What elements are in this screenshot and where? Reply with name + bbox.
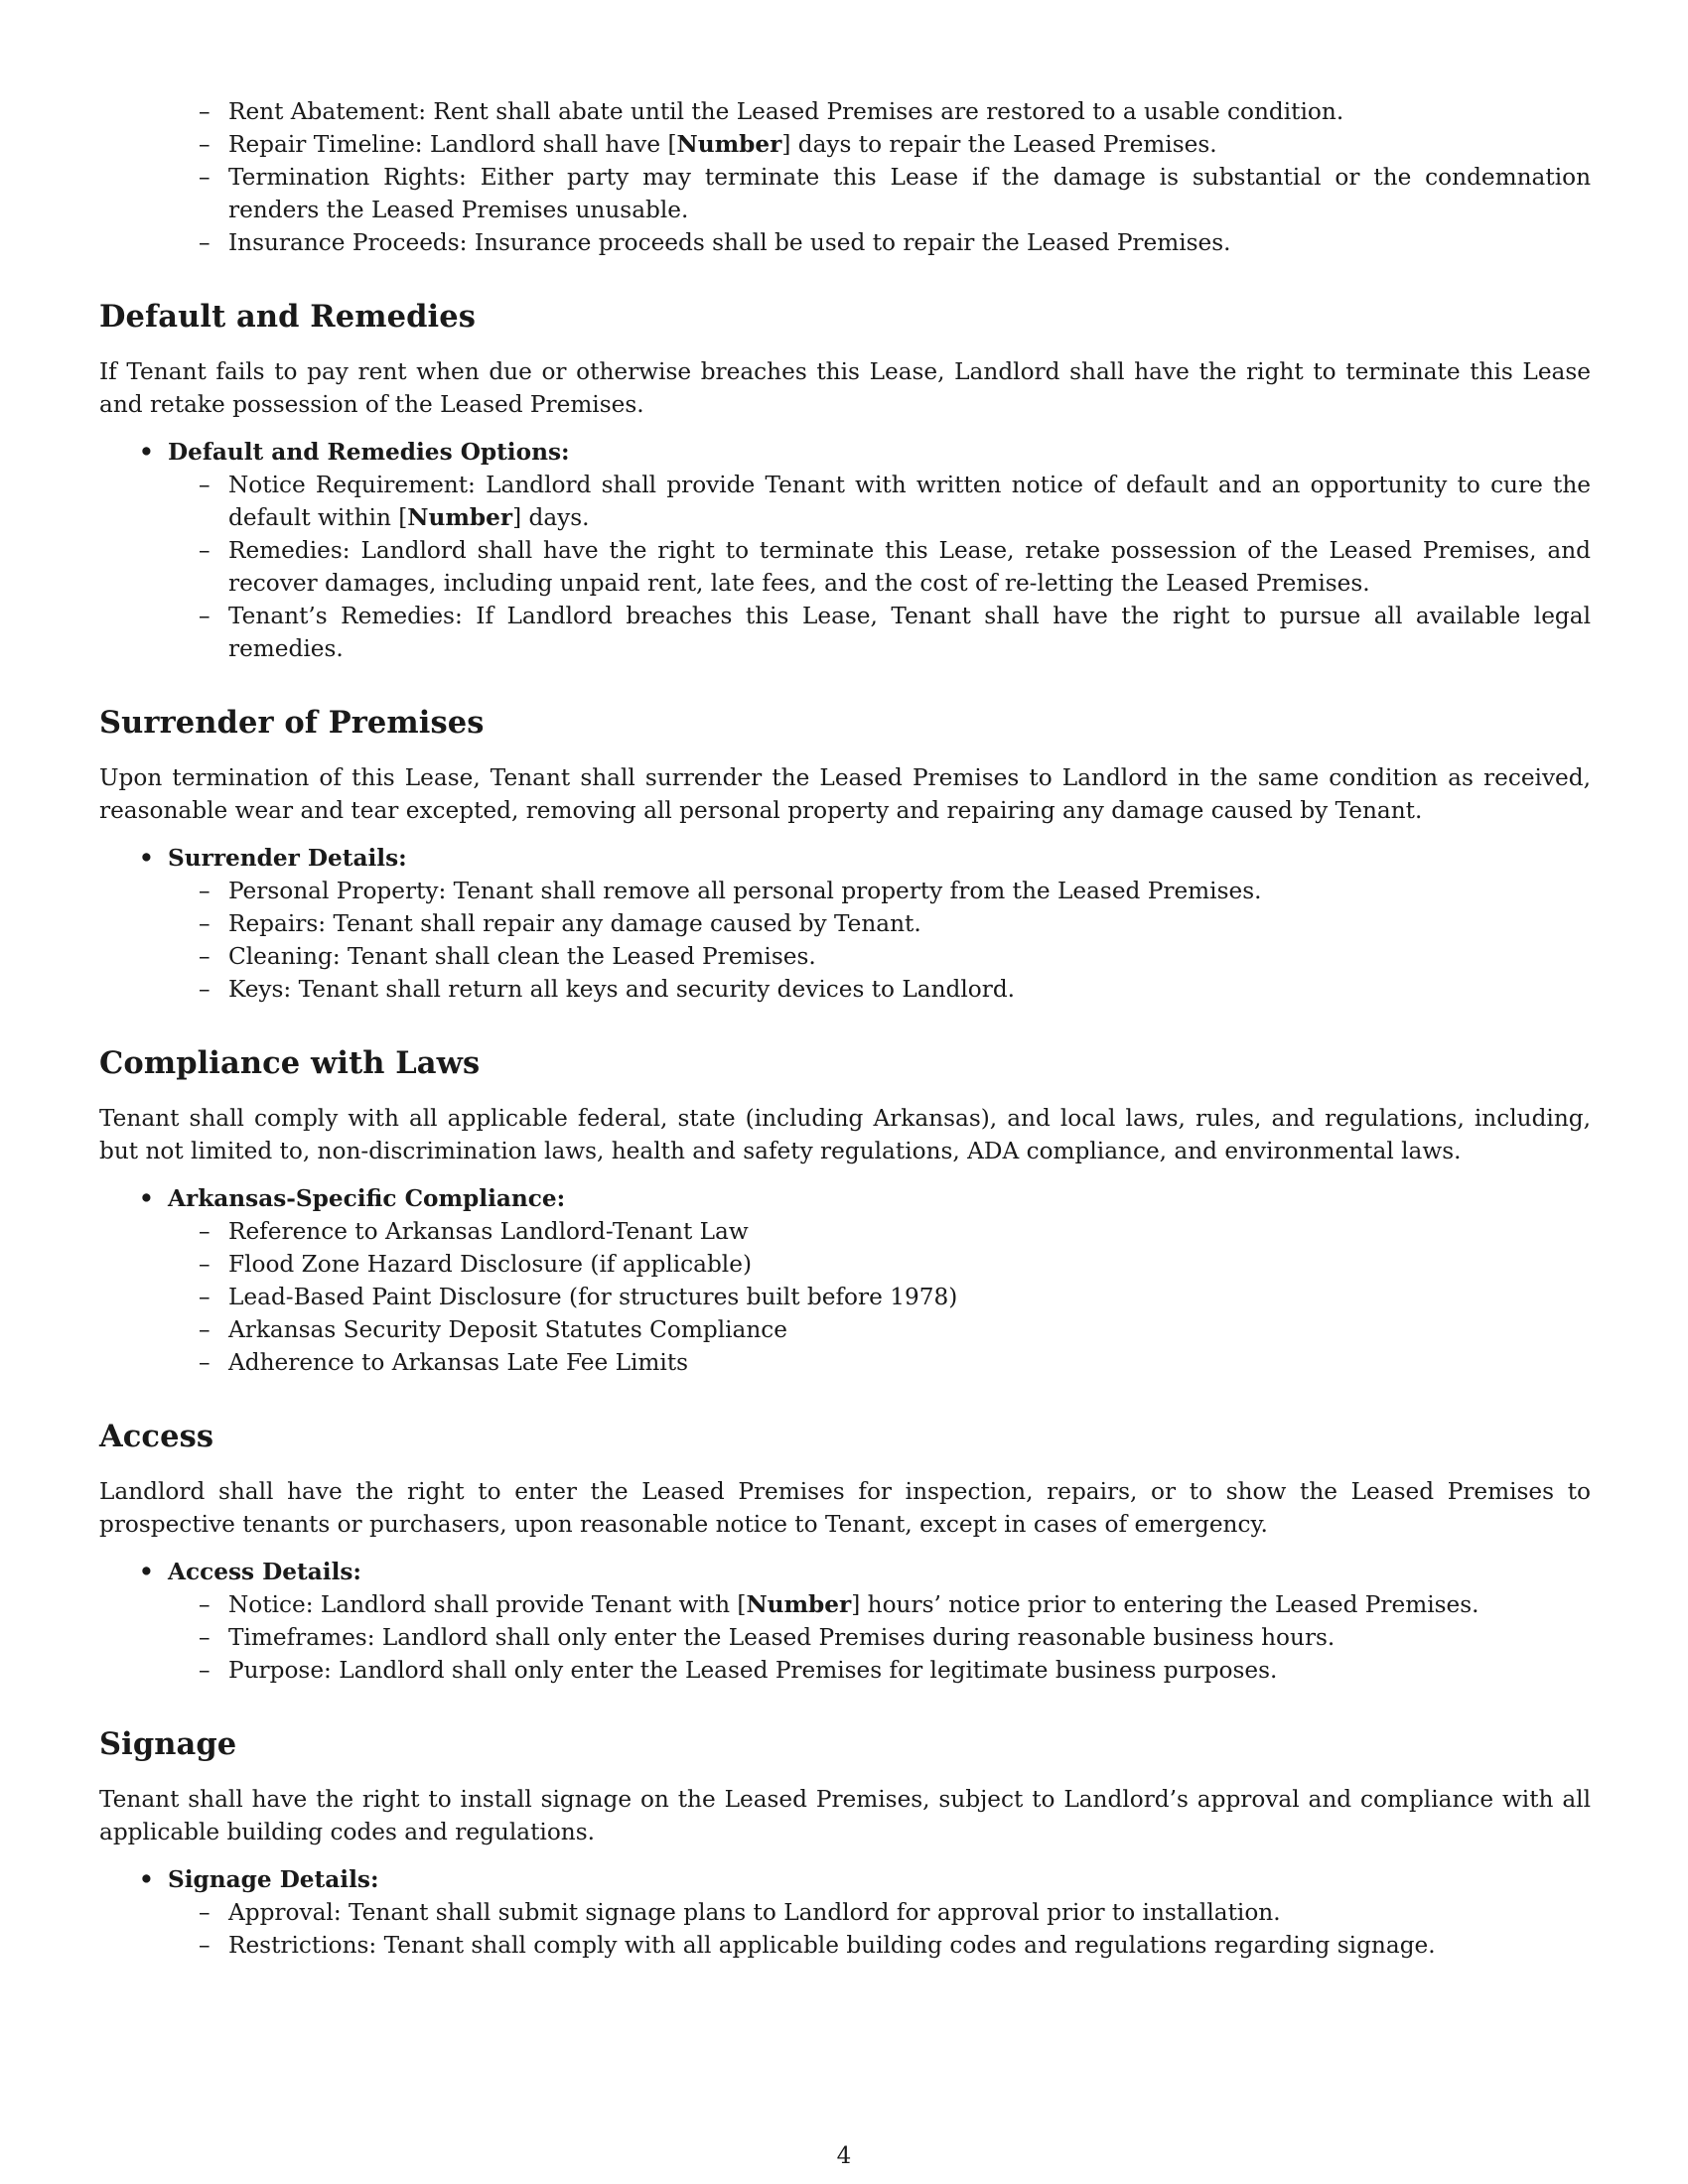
section-title-access: Access bbox=[99, 1419, 214, 1454]
bullet-heading: • Default and Remedies Options: bbox=[139, 439, 570, 466]
sub-list bbox=[99, 1896, 1591, 1962]
list-item: – Timeframes: Landlord shall only enter the Leased Premises during reasonable business hours. bbox=[199, 1624, 1336, 1651]
list-item: – Notice Requirement: Landlord shall provide Tenant with written notice of default and an opportunity to cure the default within [Number] days. bbox=[199, 472, 1591, 531]
list-item: – Remedies: Landlord shall have the right to terminate this Lease, retake possession of the Leased Premises, and recover damages, including unpaid rent, late fees, and the cost of re-letting the Leased Premises. bbox=[199, 537, 1591, 597]
list-item: – Cleaning: Tenant shall clean the Leased Premises. bbox=[199, 943, 816, 970]
list-item: – Arkansas Security Deposit Statutes Compliance bbox=[199, 1316, 787, 1343]
section-title-default: Default and Remedies bbox=[99, 299, 477, 335]
bullet-block bbox=[99, 842, 1591, 1006]
section-paragraph: If Tenant fails to pay rent when due or otherwise breaches this Lease, Landlord shall have the right to terminate this Lease and retake possession of the Leased Premises. bbox=[99, 358, 1591, 418]
page-number: 4 bbox=[836, 2143, 852, 2169]
list-item: – Restrictions: Tenant shall comply with all applicable building codes and regulations regarding signage. bbox=[199, 1932, 1436, 1959]
list-item: – Lead-Based Paint Disclosure (for structures built before 1978) bbox=[199, 1284, 958, 1310]
bullet-block bbox=[99, 436, 1591, 665]
section-title-surrender: Surrender of Premises bbox=[99, 705, 485, 741]
list-item: – Repairs: Tenant shall repair any damage caused by Tenant. bbox=[199, 910, 921, 937]
section-paragraph: Landlord shall have the right to enter the Leased Premises for inspection, repairs, or to show the Leased Premises to prospective tenants or purchasers, upon reasonable notice to Tenant, except in cases of emergency. bbox=[99, 1478, 1591, 1538]
list-item: – Approval: Tenant shall submit signage plans to Landlord for approval prior to installation. bbox=[199, 1899, 1281, 1926]
bullet-block bbox=[99, 1863, 1591, 1962]
section-paragraph: Tenant shall have the right to install signage on the Leased Premises, subject to Landlord’s approval and compliance with all applicable building codes and regulations. bbox=[99, 1786, 1591, 1845]
list-item: – Insurance Proceeds: Insurance proceeds shall be used to repair the Leased Premises. bbox=[199, 229, 1231, 256]
sub-list bbox=[99, 1588, 1591, 1687]
list-item: – Repair Timeline: Landlord shall have [Number] days to repair the Leased Premises. bbox=[199, 131, 1217, 158]
section-title-signage: Signage bbox=[99, 1726, 237, 1762]
section-title-compliance: Compliance with Laws bbox=[99, 1045, 481, 1081]
bullet-block bbox=[99, 1556, 1591, 1687]
intro-list bbox=[99, 95, 1591, 259]
list-item: – Reference to Arkansas Landlord-Tenant Law bbox=[199, 1218, 749, 1245]
bullet-heading: • Arkansas-Specific Compliance: bbox=[139, 1185, 566, 1212]
bullet-heading: • Surrender Details: bbox=[139, 845, 407, 872]
sub-list bbox=[99, 469, 1591, 665]
list-item: – Keys: Tenant shall return all keys and security devices to Landlord. bbox=[199, 976, 1016, 1003]
list-item: – Flood Zone Hazard Disclosure (if applicable) bbox=[199, 1251, 752, 1278]
bullet-heading: • Access Details: bbox=[139, 1559, 361, 1585]
sub-list bbox=[99, 875, 1591, 1006]
bullet-block bbox=[99, 1182, 1591, 1379]
list-item: – Personal Property: Tenant shall remove all personal property from the Leased Premises. bbox=[199, 878, 1262, 904]
bullet-heading: • Signage Details: bbox=[139, 1866, 379, 1893]
list-item: – Tenant’s Remedies: If Landlord breaches this Lease, Tenant shall have the right to pursue all available legal remedies. bbox=[199, 603, 1591, 662]
section-paragraph: Upon termination of this Lease, Tenant shall surrender the Leased Premises to Landlord in the same condition as received, reasonable wear and tear excepted, removing all personal property and repairing any damage caused by Tenant. bbox=[99, 764, 1591, 824]
list-item: – Adherence to Arkansas Late Fee Limits bbox=[199, 1349, 689, 1376]
document-page bbox=[99, 95, 1591, 1962]
list-item: – Notice: Landlord shall provide Tenant with [Number] hours’ notice prior to entering the Leased Premises. bbox=[199, 1591, 1479, 1618]
sub-list bbox=[99, 1215, 1591, 1379]
list-item: – Purpose: Landlord shall only enter the Leased Premises for legitimate business purposes. bbox=[199, 1657, 1278, 1684]
list-item: – Rent Abatement: Rent shall abate until the Leased Premises are restored to a usable condition. bbox=[199, 98, 1344, 125]
section-paragraph: Tenant shall comply with all applicable federal, state (including Arkansas), and local laws, rules, and regulations, including, but not limited to, non-discrimination laws, health and safety regulations, ADA compliance, and environmental laws. bbox=[99, 1105, 1591, 1164]
list-item: – Termination Rights: Either party may terminate this Lease if the damage is substantial or the condemnation renders the Leased Premises unusable. bbox=[199, 164, 1592, 223]
